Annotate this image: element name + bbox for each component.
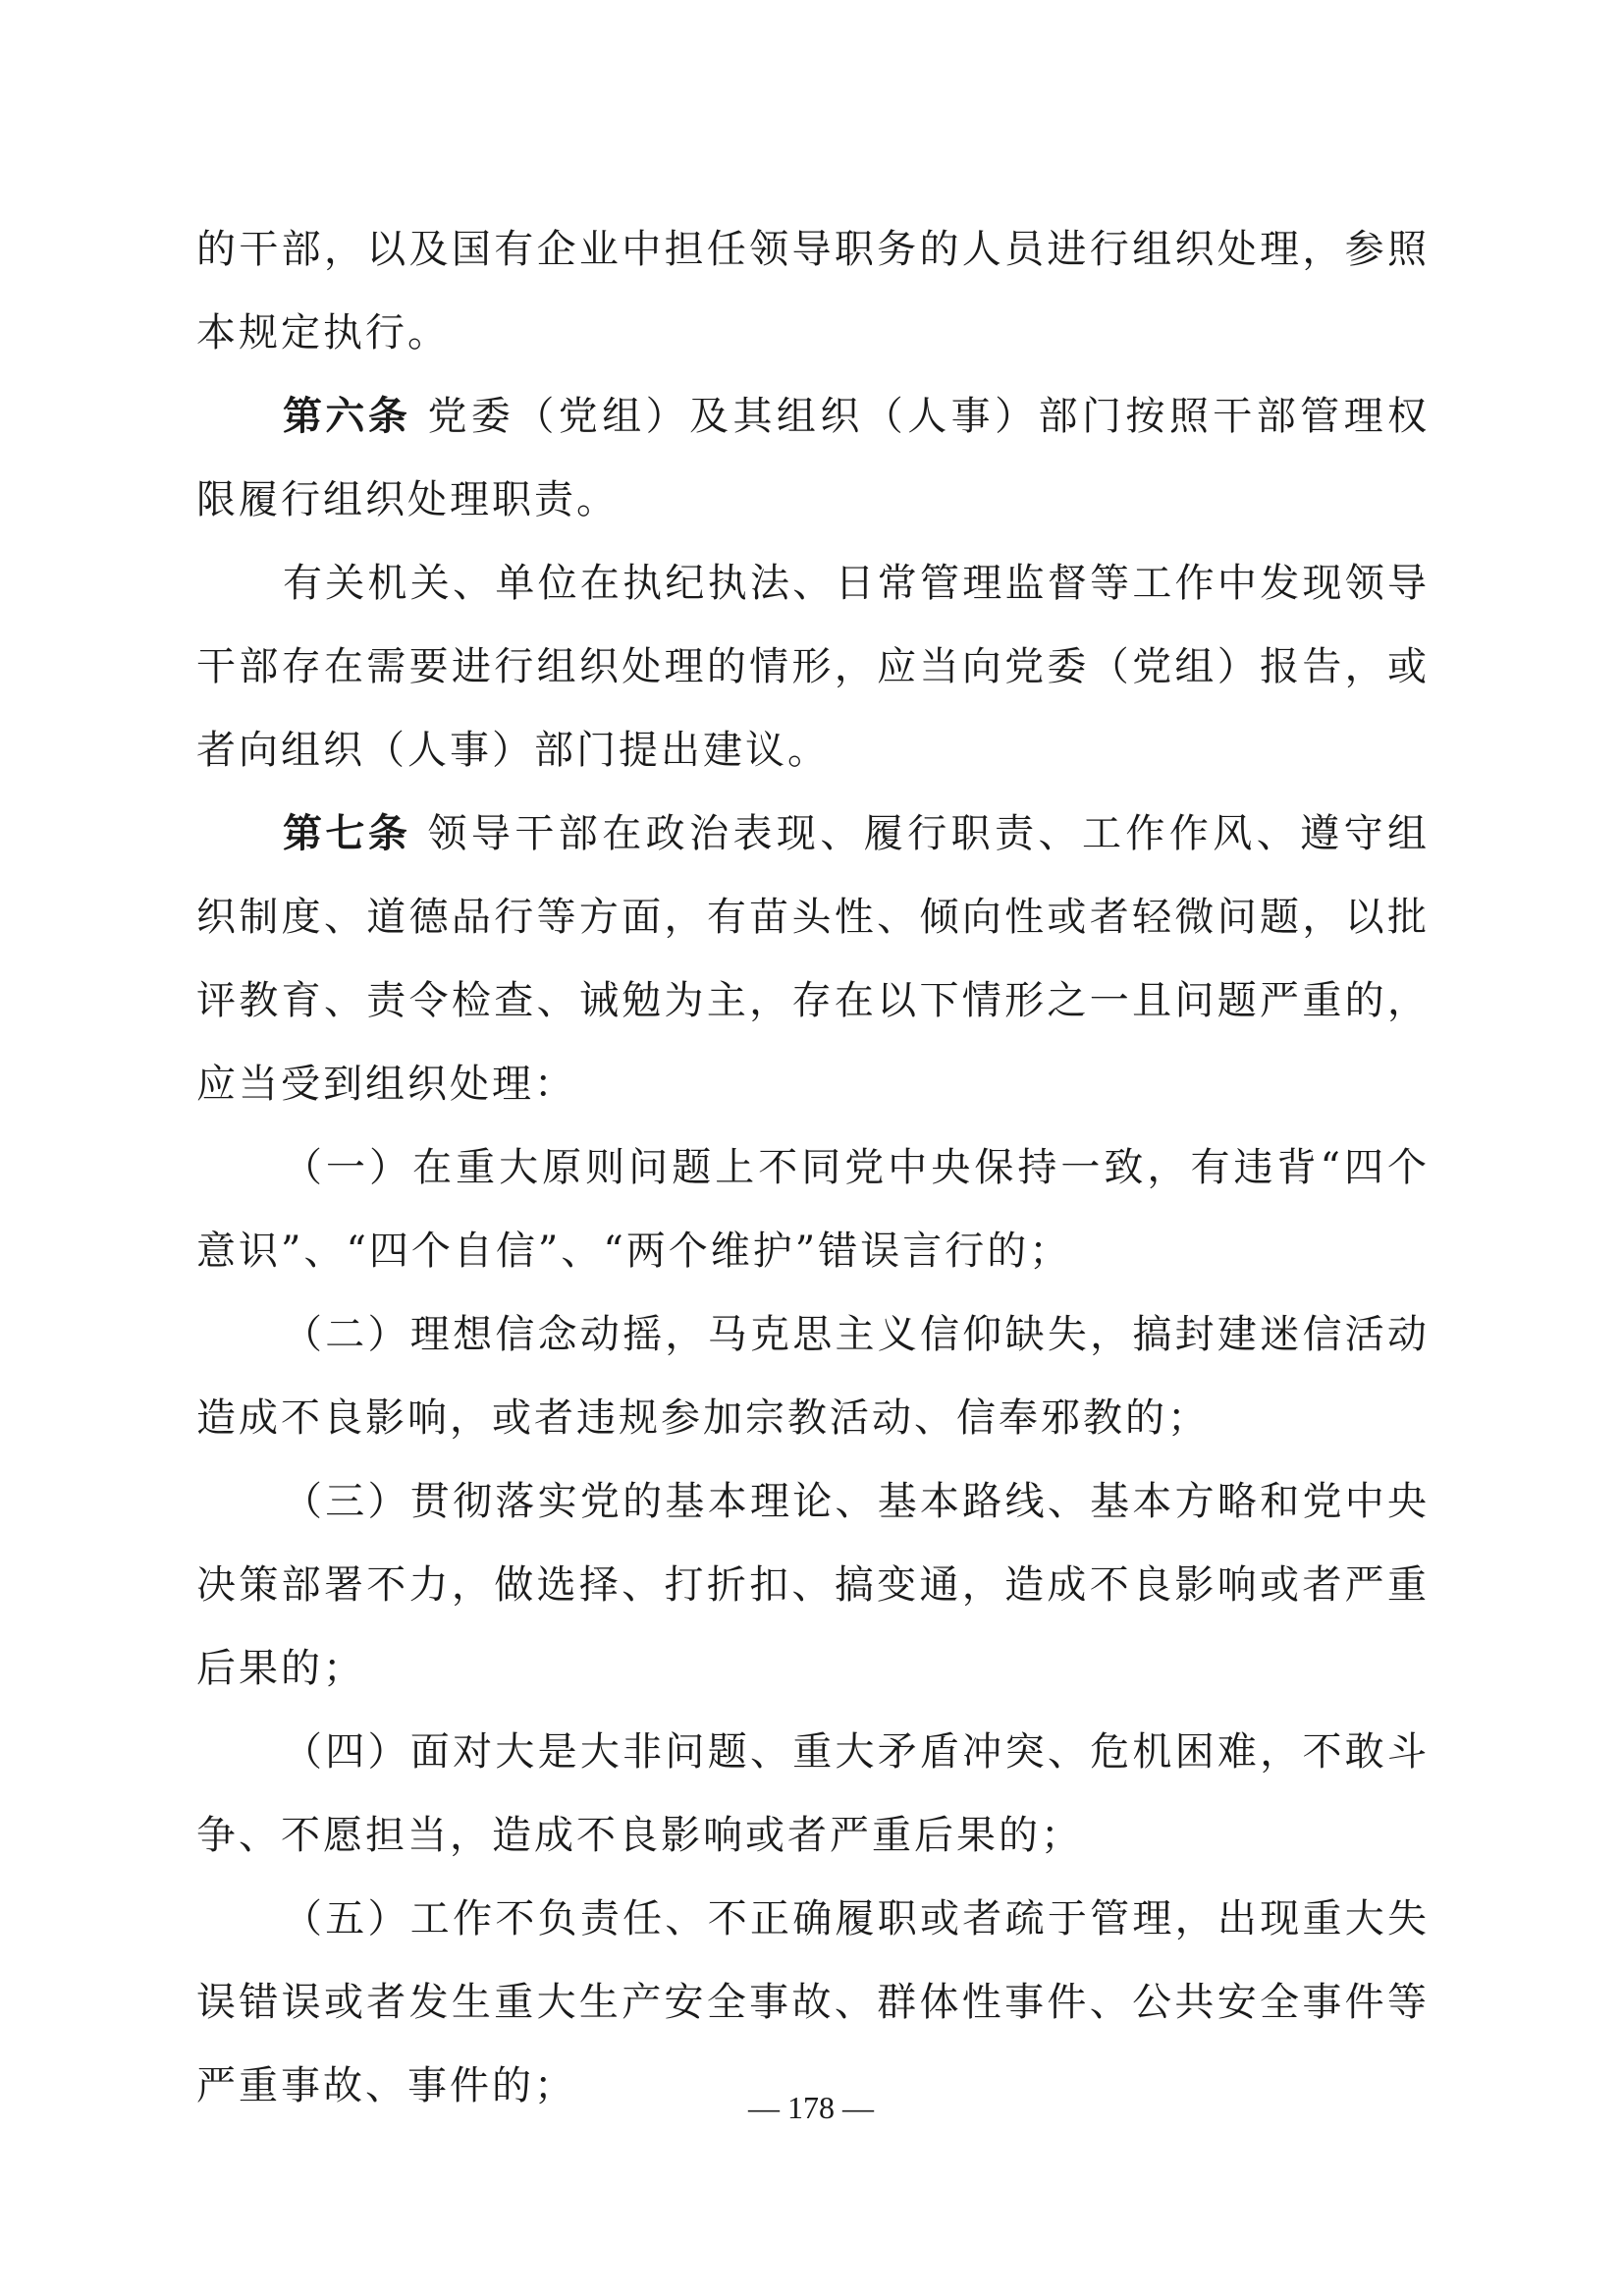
article-number: 第七条 bbox=[283, 811, 411, 856]
list-item-3 bbox=[196, 1460, 1430, 1711]
paragraph-continuation bbox=[196, 208, 1430, 375]
paragraph-text: （五）工作不负责任、不正确履职或者疏于管理，出现重大失误错误或者发生重大生产安全事故、群体性事件、公共安全事件等严重事故、事件的； bbox=[196, 1896, 1430, 2108]
paragraph-text: 有关机关、单位在执纪执法、日常管理监督等工作中发现领导干部存在需要进行组织处理的情形，应当向党委（党组）报告，或者向组织（人事）部门提出建议。 bbox=[196, 561, 1430, 773]
paragraph-text: （三）贯彻落实党的基本理论、基本路线、基本方略和党中央决策部署不力，做选择、打折扣、搞变通，造成不良影响或者严重后果的； bbox=[196, 1479, 1430, 1691]
paragraph-text: 领导干部在政治表现、履行职责、工作作风、遵守组织制度、道德品行等方面，有苗头性、倾向性或者轻微问题，以批评教育、责令检查、诫勉为主，存在以下情形之一且问题严重的，应当受到组织处理： bbox=[196, 811, 1431, 1107]
paragraph-text: 的干部，以及国有企业中担任领导职务的人员进行组织处理，参照本规定执行。 bbox=[196, 227, 1430, 355]
paragraph-text: 党委（党组）及其组织（人事）部门按照干部管理权限履行组织处理职责。 bbox=[196, 394, 1431, 522]
article-number: 第六条 bbox=[283, 394, 411, 439]
paragraph-text: （四）面对大是大非问题、重大矛盾冲突、危机困难，不敢斗争、不愿担当，造成不良影响或者严重后果的； bbox=[196, 1729, 1430, 1858]
paragraph-text: （一）在重大原则问题上不同党中央保持一致，有违背“四个意识”、“四个自信”、“两个维护”错误言行的； bbox=[196, 1145, 1430, 1274]
list-item-1 bbox=[196, 1126, 1430, 1293]
document-page bbox=[196, 208, 1430, 2128]
page-number: — 178 — bbox=[748, 2090, 874, 2125]
paragraph-article-6-clause-2 bbox=[196, 542, 1430, 793]
list-item-4 bbox=[196, 1711, 1430, 1878]
paragraph-article-7 bbox=[196, 793, 1430, 1126]
paragraph-text: （二）理想信念动摇，马克思主义信仰缺失，搞封建迷信活动造成不良影响，或者违规参加宗教活动、信奉邪教的； bbox=[196, 1312, 1430, 1441]
paragraph-article-6 bbox=[196, 375, 1430, 542]
list-item-2 bbox=[196, 1293, 1430, 1460]
